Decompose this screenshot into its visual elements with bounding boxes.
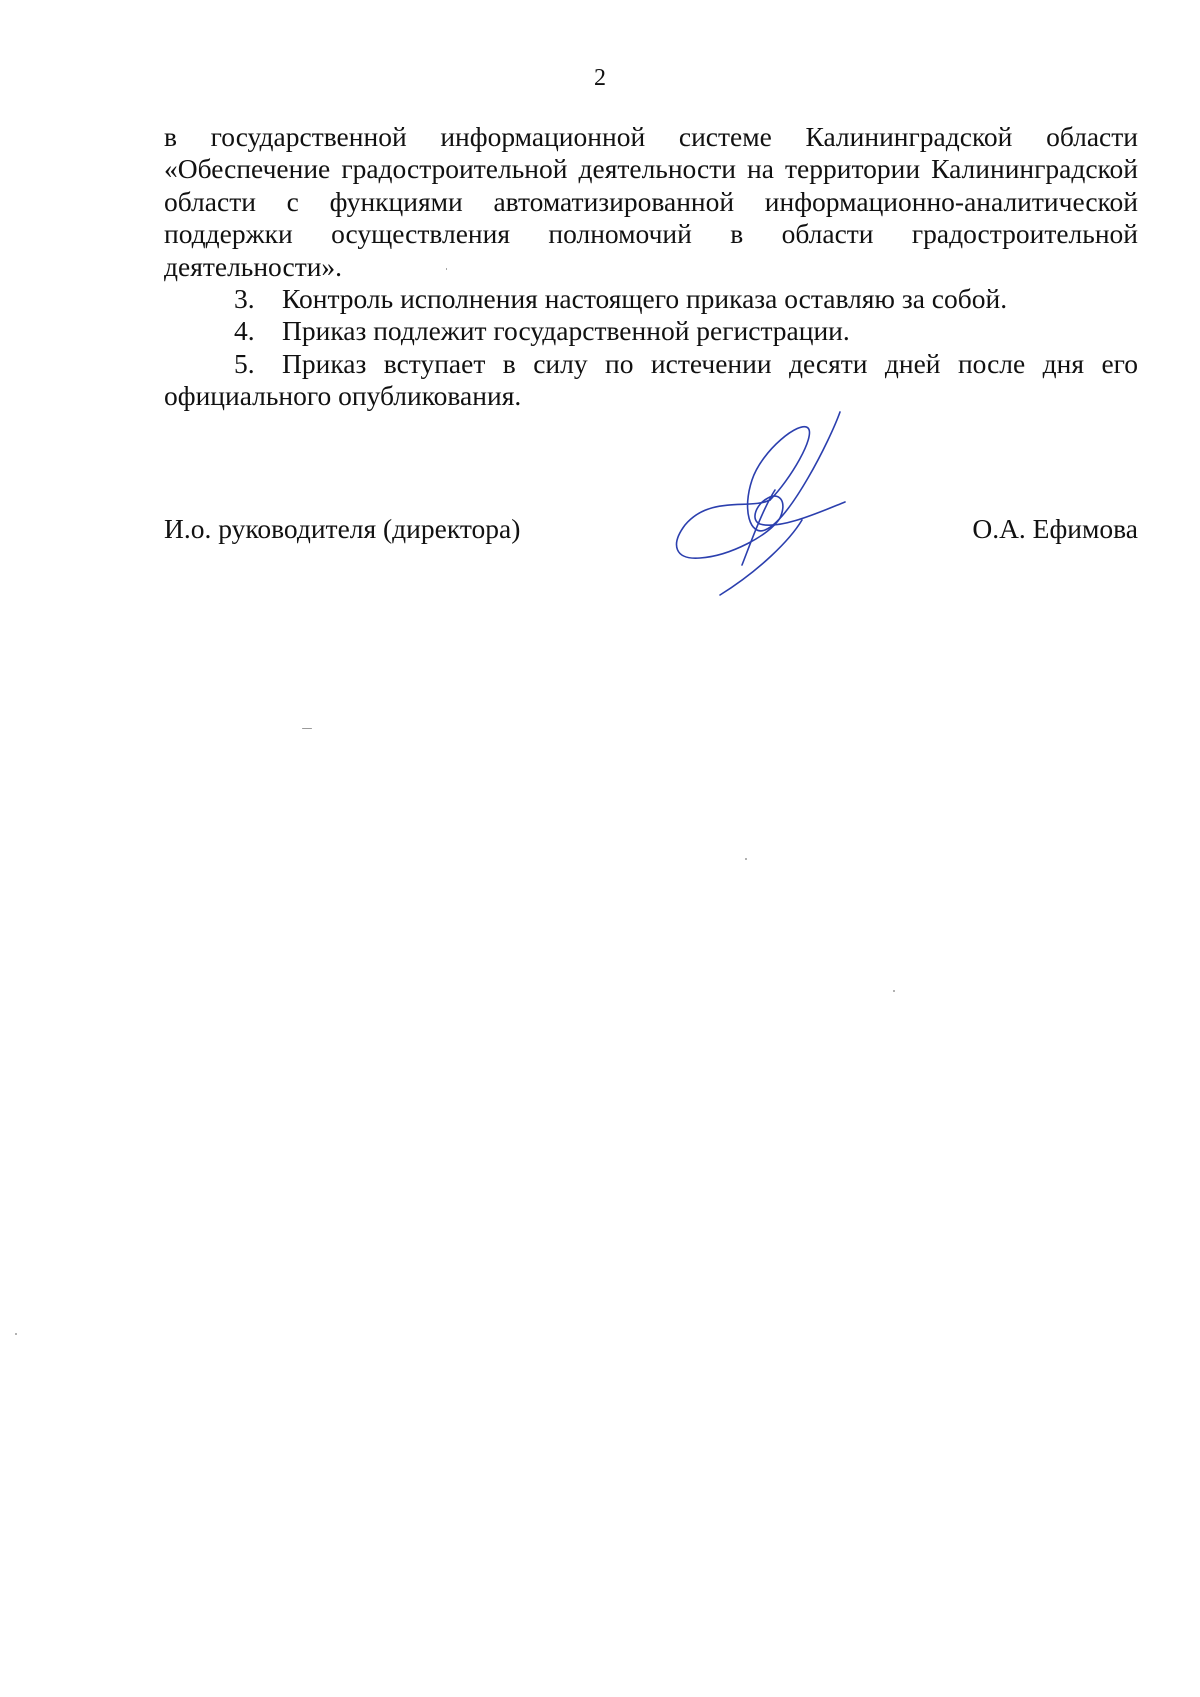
- scan-speck: [893, 990, 895, 992]
- list-item-text: Контроль исполнения настоящего приказа оставляю за собой.: [282, 283, 1008, 315]
- list-item-5: [164, 348, 1138, 413]
- scan-speck: [302, 728, 312, 729]
- list-item-text: Приказ подлежит государственной регистрации.: [282, 315, 850, 347]
- list-item-number: 4.: [234, 315, 255, 347]
- scan-speck: [446, 268, 447, 270]
- signature-line: [164, 513, 1138, 553]
- scan-speck: [15, 1333, 17, 1335]
- paragraph-continuation: в государственной информационной системе Калининградской области «Обеспечение градостроительной деятельности на территории Калининградской области с функциями автоматизированной информационно-аналитической поддержки осуществления полномочий в области градостроительной деятельности».: [164, 121, 1138, 282]
- list-item-3: [164, 283, 1138, 315]
- list-item-4: [164, 315, 1138, 347]
- list-item-text: Приказ вступает в силу по истечении десяти дней после дня его официального опубликования.: [164, 347, 1138, 412]
- list-item-number: 3.: [234, 283, 255, 315]
- page-number: 2: [594, 65, 606, 91]
- scan-speck: [745, 858, 747, 860]
- list-item-number: 5.: [234, 347, 255, 379]
- document-body: [164, 121, 1138, 413]
- signatory-name: О.А. Ефимова: [972, 513, 1138, 544]
- signatory-position: И.о. руководителя (директора): [164, 513, 521, 544]
- handwritten-signature: [670, 400, 850, 600]
